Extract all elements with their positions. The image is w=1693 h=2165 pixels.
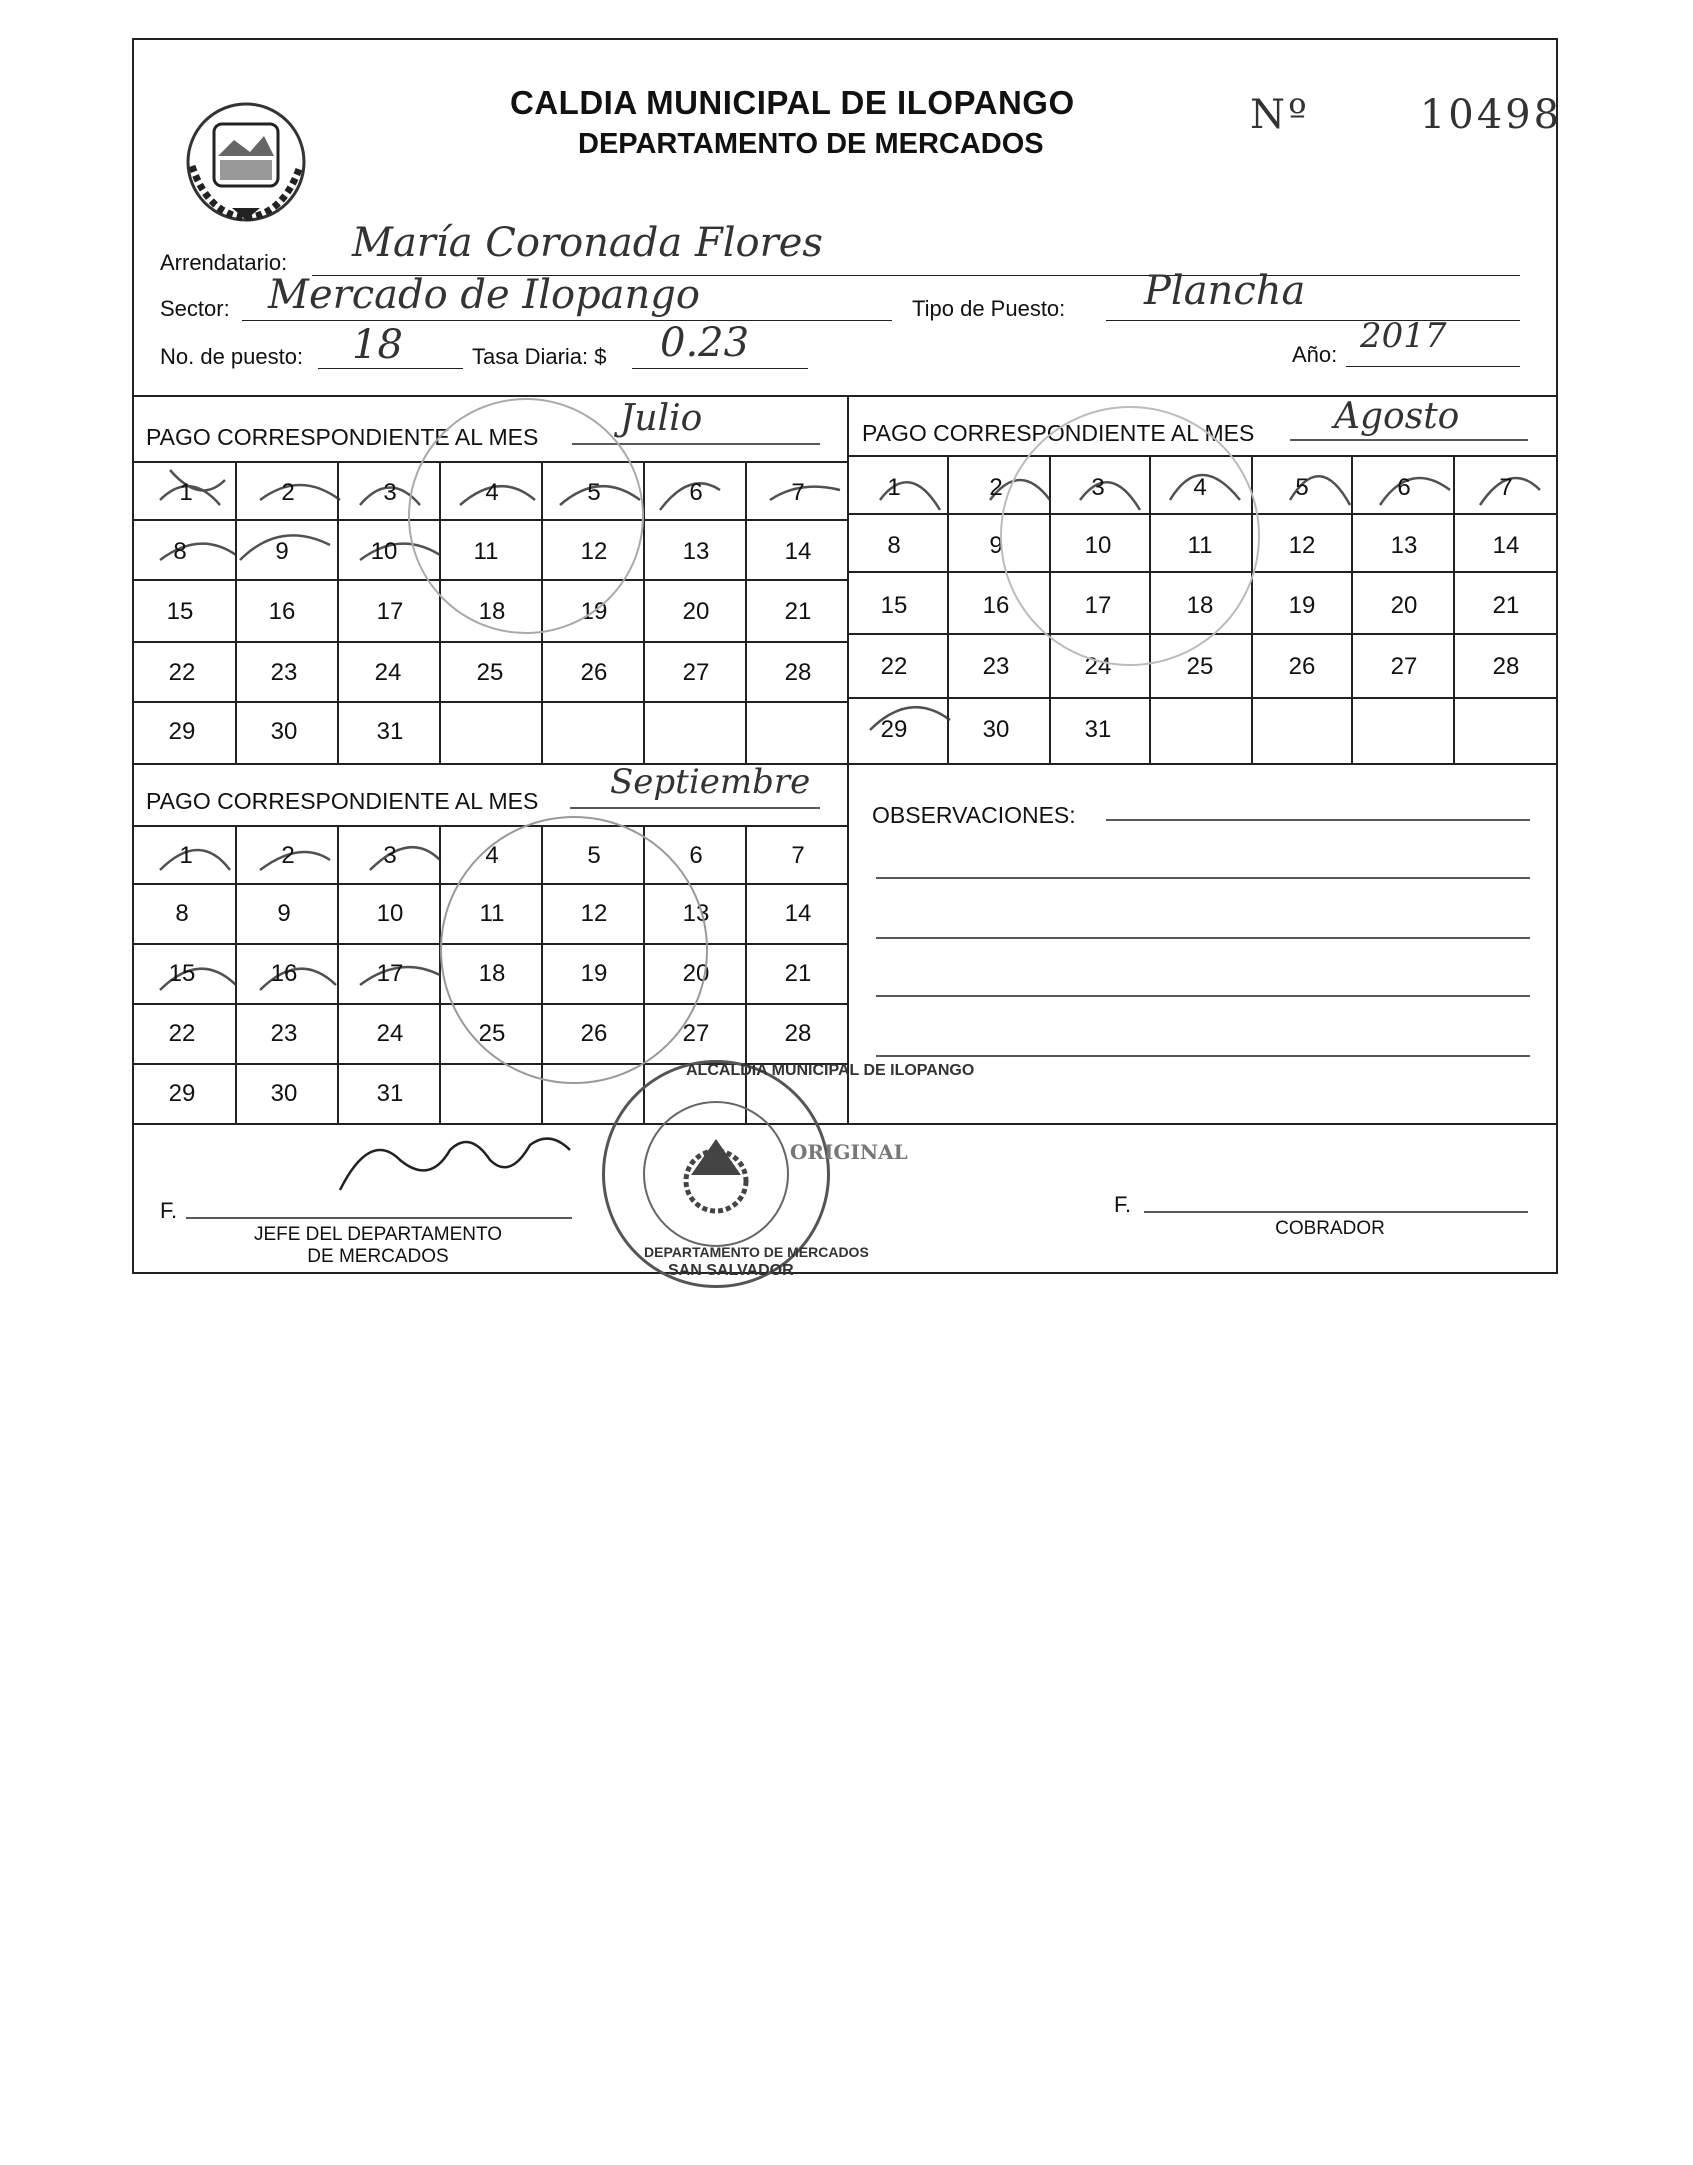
julio-day: 25 bbox=[476, 659, 504, 686]
septiembre-day: 19 bbox=[580, 960, 608, 987]
agosto-label: PAGO CORRESPONDIENTE AL MES bbox=[862, 420, 1255, 446]
signature-icon bbox=[330, 1110, 590, 1200]
julio-day: 26 bbox=[580, 659, 608, 686]
julio-day: 22 bbox=[168, 659, 196, 686]
tasa-value: 0.23 bbox=[660, 320, 750, 366]
septiembre-day: 14 bbox=[784, 900, 812, 927]
puesto-value: 18 bbox=[352, 322, 403, 368]
septiembre-day: 31 bbox=[376, 1080, 404, 1107]
receipt-number: 10498 bbox=[1419, 92, 1563, 138]
agosto-day: 24 bbox=[1084, 653, 1112, 680]
julio-day: 6 bbox=[689, 479, 703, 506]
septiembre-day: 9 bbox=[277, 900, 291, 927]
agosto-day: 30 bbox=[982, 716, 1010, 743]
septiembre-label: PAGO CORRESPONDIENTE AL MES bbox=[146, 788, 539, 814]
agosto-day: 28 bbox=[1492, 653, 1520, 680]
septiembre-day: 3 bbox=[383, 842, 397, 869]
septiembre-day: 22 bbox=[168, 1020, 196, 1047]
septiembre-day: 23 bbox=[270, 1020, 298, 1047]
original-mark: ORIGINAL bbox=[790, 1140, 908, 1164]
julio-day: 23 bbox=[270, 659, 298, 686]
observaciones-label: OBSERVACIONES: bbox=[872, 802, 1076, 828]
septiembre-day: 17 bbox=[376, 960, 404, 987]
agosto-day: 6 bbox=[1397, 474, 1411, 501]
page-subtitle: DEPARTAMENTO DE MERCADOS bbox=[578, 128, 1044, 160]
julio-day: 15 bbox=[166, 598, 194, 625]
julio-day: 19 bbox=[580, 598, 608, 625]
tipo-label: Tipo de Puesto: bbox=[912, 296, 1066, 321]
septiembre-day: 5 bbox=[587, 842, 601, 869]
agosto-day: 17 bbox=[1084, 592, 1112, 619]
julio-day: 17 bbox=[376, 598, 404, 625]
julio-day: 27 bbox=[682, 659, 710, 686]
julio-day: 11 bbox=[473, 538, 499, 565]
septiembre-day: 25 bbox=[478, 1020, 506, 1047]
agosto-day: 22 bbox=[880, 653, 908, 680]
agosto-day: 5 bbox=[1295, 474, 1309, 501]
agosto-day: 12 bbox=[1288, 532, 1316, 559]
number-prefix: Nº bbox=[1250, 92, 1310, 138]
agosto-day: 16 bbox=[982, 592, 1010, 619]
septiembre-day: 30 bbox=[270, 1080, 298, 1107]
septiembre-day: 11 bbox=[479, 900, 505, 927]
julio-day: 1 bbox=[179, 479, 193, 506]
agosto-day: 9 bbox=[989, 532, 1003, 559]
julio-day: 10 bbox=[370, 538, 398, 565]
julio-day: 8 bbox=[173, 538, 187, 565]
agosto-day: 18 bbox=[1186, 592, 1214, 619]
julio-day: 12 bbox=[580, 538, 608, 565]
julio-day: 13 bbox=[682, 538, 710, 565]
agosto-day: 31 bbox=[1084, 716, 1112, 743]
faint-stamp-icon bbox=[408, 398, 644, 634]
arrendatario-value: María Coronada Flores bbox=[352, 220, 823, 266]
faint-stamp-icon bbox=[1000, 406, 1260, 666]
julio-day: 7 bbox=[791, 479, 805, 506]
agosto-day: 10 bbox=[1084, 532, 1112, 559]
agosto-day: 13 bbox=[1390, 532, 1418, 559]
stamp-bottom-text: SAN SALVADOR bbox=[668, 1262, 794, 1279]
agosto-day: 27 bbox=[1390, 653, 1418, 680]
agosto-day: 1 bbox=[887, 474, 901, 501]
agosto-day: 2 bbox=[989, 474, 1003, 501]
agosto-day: 19 bbox=[1288, 592, 1316, 619]
sector-value: Mercado de Ilopango bbox=[268, 272, 700, 318]
julio-day: 14 bbox=[784, 538, 812, 565]
septiembre-day: 16 bbox=[270, 960, 298, 987]
julio-label: PAGO CORRESPONDIENTE AL MES bbox=[146, 424, 539, 450]
julio-day: 2 bbox=[281, 479, 295, 506]
agosto-day: 20 bbox=[1390, 592, 1418, 619]
septiembre-day: 15 bbox=[168, 960, 196, 987]
f-right-label: F. bbox=[1114, 1192, 1132, 1217]
septiembre-day: 1 bbox=[179, 842, 193, 869]
septiembre-day: 29 bbox=[168, 1080, 196, 1107]
jefe-line1: JEFE DEL DEPARTAMENTO bbox=[253, 1224, 503, 1245]
septiembre-day: 27 bbox=[682, 1020, 710, 1047]
julio-day: 28 bbox=[784, 659, 812, 686]
septiembre-day: 8 bbox=[175, 900, 189, 927]
agosto-day: 25 bbox=[1186, 653, 1214, 680]
faint-stamp-icon bbox=[440, 816, 708, 1084]
julio-day: 3 bbox=[383, 479, 397, 506]
anio-label: Año: bbox=[1292, 342, 1338, 367]
agosto-day: 11 bbox=[1187, 532, 1213, 559]
stamp-top-text: ALCALDIA MUNICIPAL DE ILOPANGO bbox=[686, 1062, 975, 1079]
septiembre-day: 10 bbox=[376, 900, 404, 927]
julio-day: 18 bbox=[478, 598, 506, 625]
julio-day: 20 bbox=[682, 598, 710, 625]
septiembre-day: 18 bbox=[478, 960, 506, 987]
agosto-day: 14 bbox=[1492, 532, 1520, 559]
julio-day: 29 bbox=[168, 718, 196, 745]
septiembre-day: 26 bbox=[580, 1020, 608, 1047]
julio-day: 16 bbox=[268, 598, 296, 625]
julio-day: 9 bbox=[275, 538, 289, 565]
sector-label: Sector: bbox=[160, 296, 230, 321]
anio-value: 2017 bbox=[1360, 316, 1447, 356]
julio-day: 4 bbox=[485, 479, 499, 506]
agosto-day: 26 bbox=[1288, 653, 1316, 680]
septiembre-day: 28 bbox=[784, 1020, 812, 1047]
julio-day: 31 bbox=[376, 718, 404, 745]
tasa-label: Tasa Diaria: $ bbox=[472, 344, 607, 369]
septiembre-day: 6 bbox=[689, 842, 703, 869]
f-left-label: F. bbox=[160, 1198, 178, 1223]
septiembre-day: 21 bbox=[784, 960, 812, 987]
agosto-day: 29 bbox=[880, 716, 908, 743]
septiembre-day: 2 bbox=[281, 842, 295, 869]
septiembre-day: 7 bbox=[791, 842, 805, 869]
septiembre-day: 13 bbox=[682, 900, 710, 927]
septiembre-day: 20 bbox=[682, 960, 710, 987]
julio-day: 30 bbox=[270, 718, 298, 745]
agosto-day: 3 bbox=[1091, 474, 1105, 501]
agosto-day: 23 bbox=[982, 653, 1010, 680]
julio-day: 21 bbox=[784, 598, 812, 625]
agosto-day: 4 bbox=[1193, 474, 1207, 501]
agosto-day: 7 bbox=[1499, 474, 1513, 501]
septiembre-day: 24 bbox=[376, 1020, 404, 1047]
cobrador-label: COBRADOR bbox=[1275, 1218, 1385, 1239]
tipo-value: Plancha bbox=[1144, 268, 1306, 314]
agosto-day: 21 bbox=[1492, 592, 1520, 619]
julio-value: Julio bbox=[620, 398, 703, 439]
septiembre-day: 12 bbox=[580, 900, 608, 927]
puesto-label: No. de puesto: bbox=[160, 344, 304, 369]
agosto-day: 8 bbox=[887, 532, 901, 559]
julio-day: 5 bbox=[587, 479, 601, 506]
septiembre-value: Septiembre bbox=[610, 762, 811, 802]
septiembre-day: 4 bbox=[485, 842, 499, 869]
arrendatario-label: Arrendatario: bbox=[160, 250, 288, 275]
agosto-value: Agosto bbox=[1334, 396, 1460, 437]
agosto-day: 15 bbox=[880, 592, 908, 619]
julio-day: 24 bbox=[374, 659, 402, 686]
jefe-line2: DE MERCADOS bbox=[307, 1246, 449, 1267]
page-title: CALDIA MUNICIPAL DE ILOPANGO bbox=[510, 84, 1075, 121]
stamp-inner-text: DEPARTAMENTO DE MERCADOS bbox=[644, 1244, 869, 1260]
